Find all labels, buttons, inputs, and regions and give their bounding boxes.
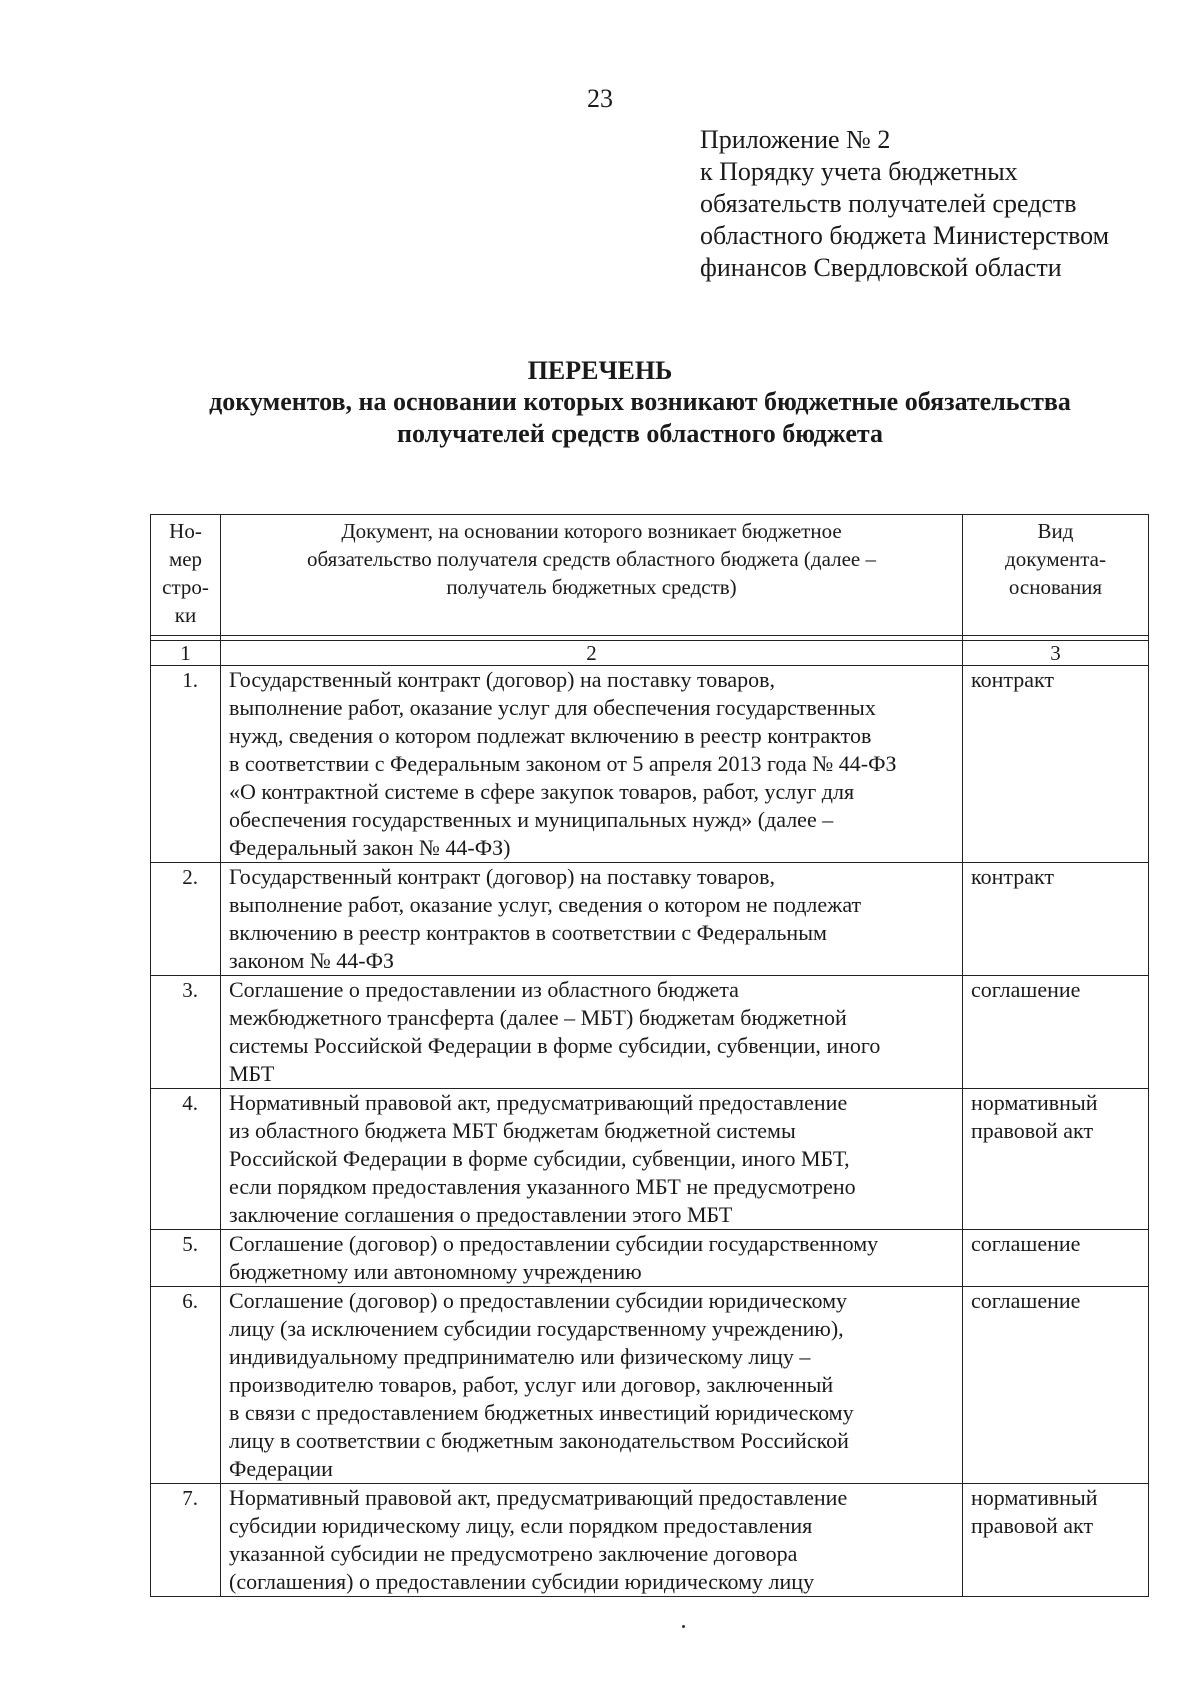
row-number: 4. — [151, 1089, 221, 1230]
row-document-type — [963, 1089, 1149, 1230]
document-line: Государственный контракт (договор) на поставку товаров, — [229, 864, 776, 889]
document-line: обеспечения государственных и муниципальных нужд» (далее – — [229, 807, 834, 832]
table-header-row — [151, 515, 1149, 636]
header-text: Но- — [169, 519, 202, 543]
document-line: из областного бюджета МБТ бюджетам бюджетной системы — [229, 1118, 796, 1143]
appendix-line: обязательств получателей средств — [700, 189, 1077, 218]
document-line: если порядком предоставления указанного МБТ не предусмотрено — [229, 1174, 856, 1199]
document-type-line: соглашение — [971, 1231, 1081, 1256]
document-line: Федерации — [229, 1456, 333, 1481]
document-line: указанной субсидии не предусмотрено заключение договора — [229, 1541, 798, 1566]
appendix-line: областного бюджета Министерством — [700, 221, 1110, 250]
table-row — [151, 976, 1149, 1089]
document-title: ПЕРЕЧЕНЬ — [527, 356, 673, 385]
row-document-type — [963, 976, 1149, 1089]
column-number: 1 — [151, 641, 221, 666]
document-line: в соответствии с Федеральным законом от 5 апреля 2013 года № 44-ФЗ — [229, 751, 897, 776]
document-line: Соглашение о предоставлении из областного бюджета — [229, 977, 739, 1002]
row-number: 6. — [151, 1287, 221, 1484]
row-document — [221, 1287, 963, 1484]
row-document-type — [963, 863, 1149, 976]
header-row-number — [151, 515, 221, 636]
documents-table — [150, 514, 1149, 1597]
row-number: 7. — [151, 1484, 221, 1597]
header-text: Документ, на основании которого возникает бюджетное — [341, 519, 842, 543]
document-type-line: нормативный — [971, 1090, 1098, 1115]
header-text: получатель бюджетных средств) — [446, 575, 737, 599]
row-document-type — [963, 666, 1149, 863]
row-number: 3. — [151, 976, 221, 1089]
table-row — [151, 863, 1149, 976]
page-number: 23 — [587, 84, 613, 113]
document-line: нужд, сведения о котором подлежат включению в реестр контрактов — [229, 723, 872, 748]
table-row — [151, 1484, 1149, 1597]
row-number: 1. — [151, 666, 221, 863]
document-line: заключение соглашения о предоставлении этого МБТ — [229, 1202, 733, 1227]
document-line: в связи с предоставлением бюджетных инвестиций юридическому — [229, 1400, 854, 1425]
document-line: Соглашение (договор) о предоставлении субсидии юридическому — [229, 1288, 848, 1313]
document-line: Государственный контракт (договор) на поставку товаров, — [229, 667, 776, 692]
document-type-line: контракт — [971, 667, 1055, 692]
document-line: Российской Федерации в форме субсидии, субвенции, иного МБТ, — [229, 1146, 850, 1171]
table-row — [151, 666, 1149, 863]
document-line: выполнение работ, оказание услуг для обеспечения государственных — [229, 695, 876, 720]
header-text: обязательство получателя средств областного бюджета (далее – — [307, 547, 876, 571]
header-document-type — [963, 515, 1149, 636]
document-type-line: нормативный — [971, 1485, 1098, 1510]
appendix-reference — [700, 124, 1180, 284]
document-line: бюджетному или автономному учреждению — [229, 1259, 642, 1284]
document-type-line: соглашение — [971, 1288, 1081, 1313]
document-line: субсидии юридическому лицу, если порядком предоставления — [229, 1513, 813, 1538]
scan-speck — [682, 1625, 685, 1628]
header-document — [221, 515, 963, 636]
document-line: межбюджетного трансферта (далее – МБТ) бюджетам бюджетной — [229, 1005, 847, 1030]
row-document — [221, 1230, 963, 1287]
row-document — [221, 1484, 963, 1597]
document-line: «О контрактной системе в сфере закупок товаров, работ, услуг для — [229, 779, 855, 804]
table-row — [151, 1230, 1149, 1287]
document-line: лицу в соответствии с бюджетным законодательством Российской — [229, 1428, 849, 1453]
appendix-line: финансов Свердловской области — [700, 253, 1062, 282]
appendix-line: к Порядку учета бюджетных — [700, 157, 1018, 186]
header-text: мер — [168, 547, 203, 571]
document-type-line: правовой акт — [971, 1118, 1094, 1143]
header-text: стро- — [162, 575, 209, 599]
header-text: ки — [174, 603, 197, 627]
row-document — [221, 976, 963, 1089]
document-line: системы Российской Федерации в форме субсидии, субвенции, иного — [229, 1033, 881, 1058]
row-document-type — [963, 1484, 1149, 1597]
table-row — [151, 1287, 1149, 1484]
document-line: выполнение работ, оказание услуг, сведения о котором не подлежат — [229, 892, 862, 917]
header-text: основания — [1008, 575, 1103, 599]
document-line: Нормативный правовой акт, предусматривающий предоставление — [229, 1485, 848, 1510]
table-row — [151, 1089, 1149, 1230]
row-number: 2. — [151, 863, 221, 976]
column-numbers-row — [151, 641, 1149, 666]
document-line: (соглашения) о предоставлении субсидии юридическому лицу — [229, 1569, 815, 1594]
document-line: производителю товаров, работ, услуг или договор, заключенный — [229, 1372, 834, 1397]
document-line: Соглашение (договор) о предоставлении субсидии государственному — [229, 1231, 879, 1256]
document-type-line: соглашение — [971, 977, 1081, 1002]
row-document — [221, 863, 963, 976]
row-number: 5. — [151, 1230, 221, 1287]
appendix-line: Приложение № 2 — [700, 125, 891, 154]
document-type-line: контракт — [971, 864, 1055, 889]
row-document-type — [963, 1230, 1149, 1287]
document-line: МБТ — [229, 1061, 275, 1086]
row-document-type — [963, 1287, 1149, 1484]
document-type-line: правовой акт — [971, 1513, 1094, 1538]
row-document — [221, 666, 963, 863]
row-document — [221, 1089, 963, 1230]
document-line: Федеральный закон № 44-ФЗ) — [229, 835, 511, 860]
document-line: лицу (за исключением субсидии государственному учреждению), — [229, 1316, 844, 1341]
document-subtitle — [150, 386, 1130, 450]
subtitle-line: получателей средств областного бюджета — [397, 419, 883, 448]
column-number: 2 — [221, 641, 963, 666]
document-line: индивидуальному предпринимателю или физическому лицу – — [229, 1344, 811, 1369]
header-text: документа- — [1005, 547, 1106, 571]
column-number: 3 — [963, 641, 1149, 666]
document-line: законом № 44-ФЗ — [229, 948, 395, 973]
document-line: Нормативный правовой акт, предусматривающий предоставление — [229, 1090, 848, 1115]
subtitle-line: документов, на основании которых возникают бюджетные обязательства — [209, 387, 1071, 416]
header-text: Вид — [1037, 519, 1074, 543]
document-line: включению в реестр контрактов в соответствии с Федеральным — [229, 920, 827, 945]
